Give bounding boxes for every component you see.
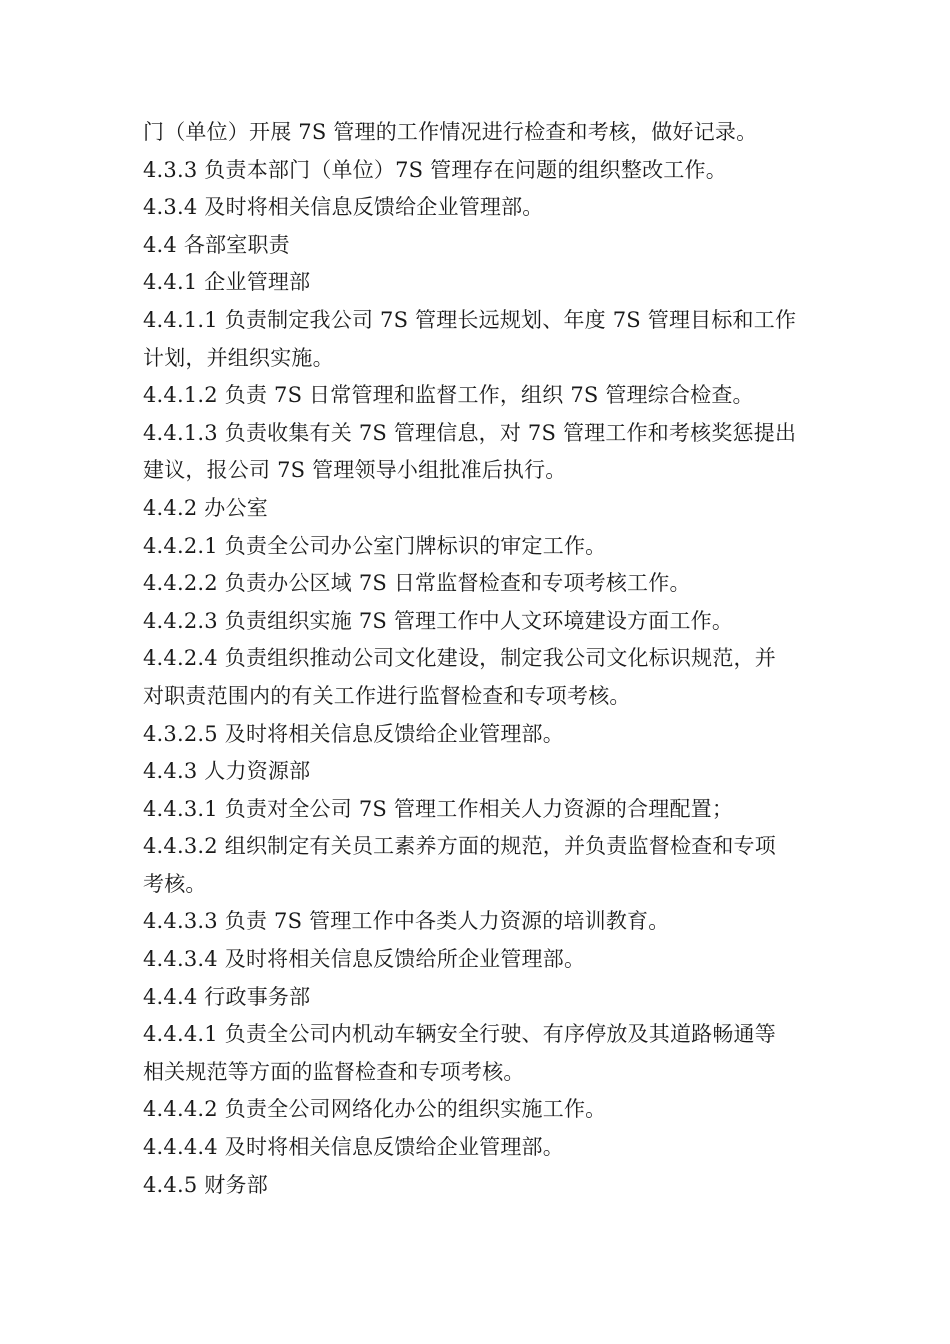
text-line: 考核。: [143, 871, 207, 896]
section-heading-4-4-5: 4.4.5 财务部: [143, 1172, 268, 1197]
section-heading-4-4-3: 4.4.3 人力资源部: [143, 759, 311, 784]
section-4-4-4-1: 4.4.4.1 负责全公司内机动车辆安全行驶、有序停放及其道路畅通等: [143, 1022, 776, 1047]
text-line: 计划，并组织实施。: [143, 345, 334, 370]
section-4-4-1-1: 4.4.1.1 负责制定我公司 7S 管理长远规划、年度 7S 管理目标和工作: [143, 307, 797, 332]
section-4-4-3-4: 4.4.3.4 及时将相关信息反馈给所企业管理部。: [143, 947, 586, 972]
section-4-4-3-1: 4.4.3.1 负责对全公司 7S 管理工作相关人力资源的合理配置；: [143, 796, 734, 821]
section-4-4-3-3: 4.4.3.3 负责 7S 管理工作中各类人力资源的培训教育。: [143, 909, 670, 934]
text-line: 门（单位）开展 7S 管理的工作情况进行检查和考核，做好记录。: [143, 120, 758, 144]
section-4-4-2-3: 4.4.2.3 负责组织实施 7S 管理工作中人文环境建设方面工作。: [143, 608, 734, 633]
section-4-3-4: 4.3.4 及时将相关信息反馈给企业管理部。: [143, 195, 544, 220]
section-4-4-4-4: 4.4.4.4 及时将相关信息反馈给企业管理部。: [143, 1135, 564, 1160]
section-4-4-2-2: 4.4.2.2 负责办公区域 7S 日常监督检查和专项考核工作。: [143, 571, 691, 596]
section-heading-4-4-2: 4.4.2 办公室: [143, 495, 268, 520]
section-4-4-2-1: 4.4.2.1 负责全公司办公室门牌标识的审定工作。: [143, 533, 607, 558]
section-heading-4-4-1: 4.4.1 企业管理部: [143, 270, 311, 295]
text-line: 建议，报公司 7S 管理领导小组批准后执行。: [143, 458, 567, 483]
section-4-4-4-2: 4.4.4.2 负责全公司网络化办公的组织实施工作。: [143, 1097, 607, 1122]
document-body: [143, 114, 823, 1204]
section-4-3-2-5: 4.3.2.5 及时将相关信息反馈给企业管理部。: [143, 721, 564, 746]
section-4-3-3: 4.3.3 负责本部门（单位）7S 管理存在问题的组织整改工作。: [143, 157, 727, 182]
text-line: 相关规范等方面的监督检查和专项考核。: [143, 1059, 525, 1084]
section-heading-4-4-4: 4.4.4 行政事务部: [143, 984, 311, 1009]
section-4-4-1-3: 4.4.1.3 负责收集有关 7S 管理信息，对 7S 管理工作和考核奖惩提出: [143, 420, 797, 445]
section-4-4-3-2: 4.4.3.2 组织制定有关员工素养方面的规范，并负责监督检查和专项: [143, 834, 776, 859]
section-4-4-2-4: 4.4.2.4 负责组织推动公司文化建设，制定我公司文化标识规范，并: [143, 646, 776, 671]
text-line: 对职责范围内的有关工作进行监督检查和专项考核。: [143, 683, 631, 708]
section-heading-4-4: 4.4 各部室职责: [143, 232, 290, 257]
section-4-4-1-2: 4.4.1.2 负责 7S 日常管理和监督工作，组织 7S 管理综合检查。: [143, 383, 754, 408]
